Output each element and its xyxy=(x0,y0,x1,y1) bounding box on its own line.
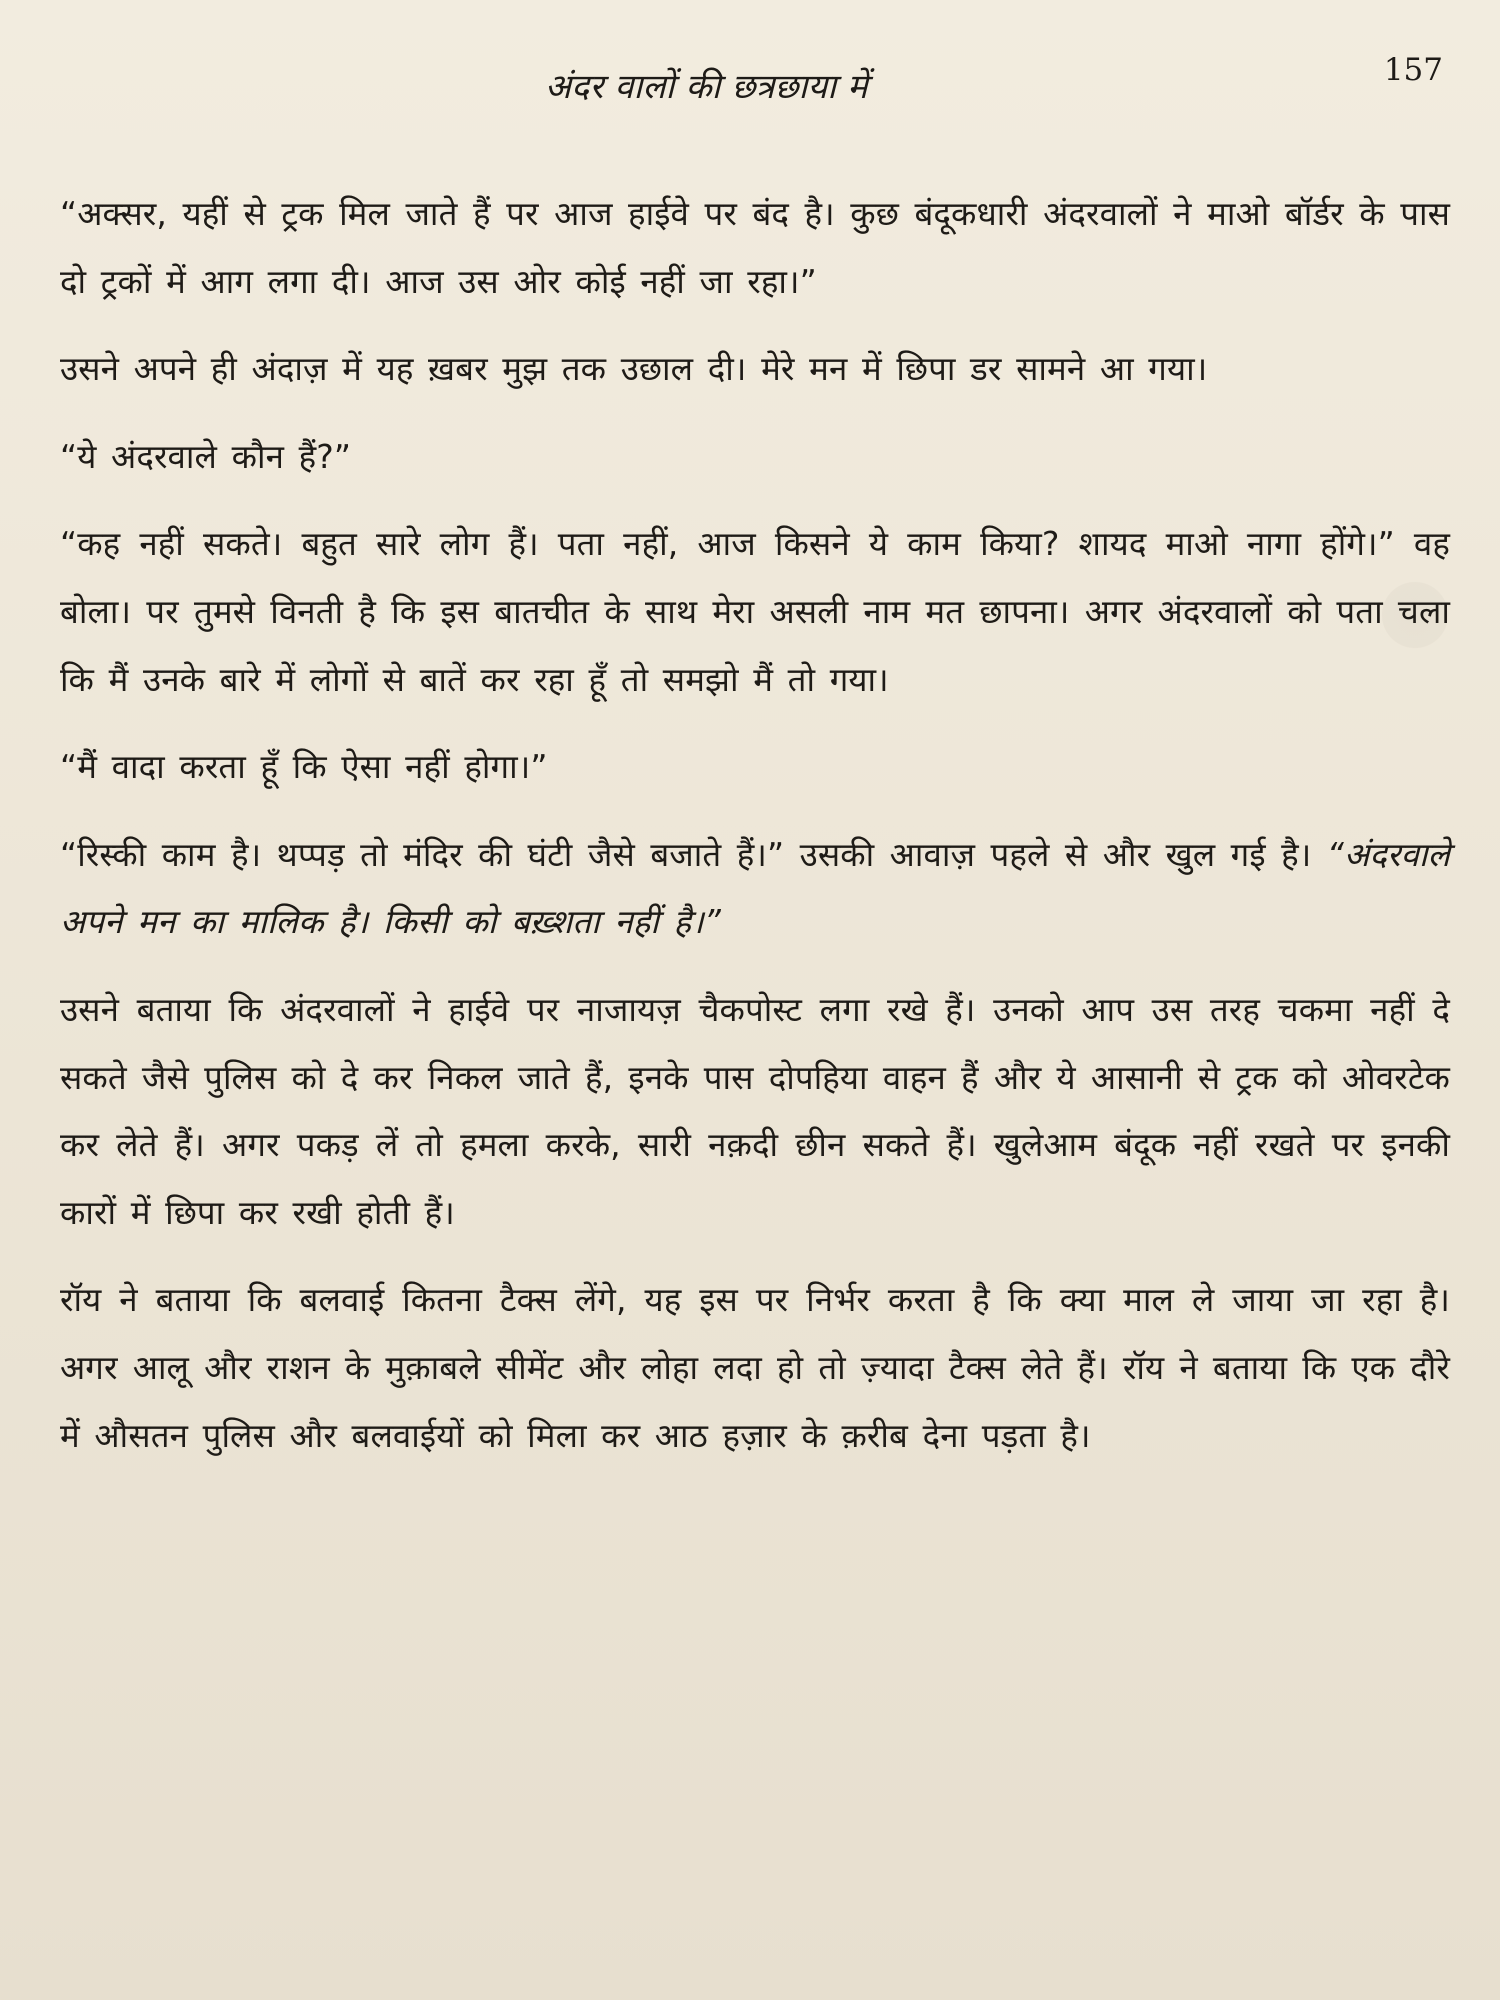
page-number: 157 xyxy=(1383,52,1443,88)
paragraph-8: रॉय ने बताया कि बलवाई कितना टैक्स लेंगे, यह इस पर निर्भर करता है कि क्या माल ले जाया जा रहा है। अगर आलू और राशन के मुक़ाबले सीमेंट और लोहा लदा हो तो ज़्यादा टैक्स लेते हैं। रॉय ने बताया कि एक दौरे में औसतन पुलिस और बलवाईयों को मिला कर आठ हज़ार के क़रीब देना पड़ता है। xyxy=(60,1280,1450,1455)
page-content xyxy=(60,180,1450,1965)
paragraph-5: “मैं वादा करता हूँ कि ऐसा नहीं होगा।” xyxy=(60,747,548,787)
paragraph-2: उसने अपने ही अंदाज़ में यह ख़बर मुझ तक उछाल दी। मेरे मन में छिपा डर सामने आ गया। xyxy=(60,349,1208,389)
paragraph-1: “अक्सर, यहीं से ट्रक मिल जाते हैं पर आज हाईवे पर बंद है। कुछ बंदूकधारी अंदरवालों ने माओ बॉर्डर के पास दो ट्रकों में आग लगा दी। आज उस ओर कोई नहीं जा रहा।” xyxy=(60,194,1450,301)
paragraph-4: “कह नहीं सकते। बहुत सारे लोग हैं। पता नहीं, आज किसने ये काम किया? शायद माओ नागा होंगे।” वह बोला। पर तुमसे विनती है कि इस बातचीत के साथ मेरा असली नाम मत छापना। अगर अंदरवालों को पता चला कि मैं उनके बारे में लोगों से बातें कर रहा हूँ तो समझो मैं तो गया। xyxy=(60,524,1450,699)
paragraph-6 xyxy=(60,821,1450,956)
paragraph-7: उसने बताया कि अंदरवालों ने हाईवे पर नाजायज़ चैकपोस्ट लगा रखे हैं। उनको आप उस तरह चकमा नहीं दे सकते जैसे पुलिस को दे कर निकल जाते हैं, इनके पास दोपहिया वाहन हैं और ये आसानी से ट्रक को ओवरटेक कर लेते हैं। अगर पकड़ लें तो हमला करके, सारी नक़दी छीन सकते हैं। खुलेआम बंदूक नहीं रखते पर इनकी कारों में छिपा कर रखी होती हैं। xyxy=(60,989,1450,1232)
paragraph-3: “ये अंदरवाले कौन हैं?” xyxy=(60,436,352,476)
paragraph-6-normal-text: “रिस्की काम है। थप्पड़ तो मंदिर की घंटी जैसे बजाते हैं।” उसकी आवाज़ पहले से और खुल गई है। xyxy=(60,834,1327,874)
running-title: अंदर वालों की छत्रछाया में xyxy=(545,67,868,107)
page-header xyxy=(0,42,1500,112)
paragraph-6-italic-quote: “अंदरवाले अपने मन का मालिक है। किसी को बख़्शता नहीं है।” xyxy=(60,834,1450,942)
